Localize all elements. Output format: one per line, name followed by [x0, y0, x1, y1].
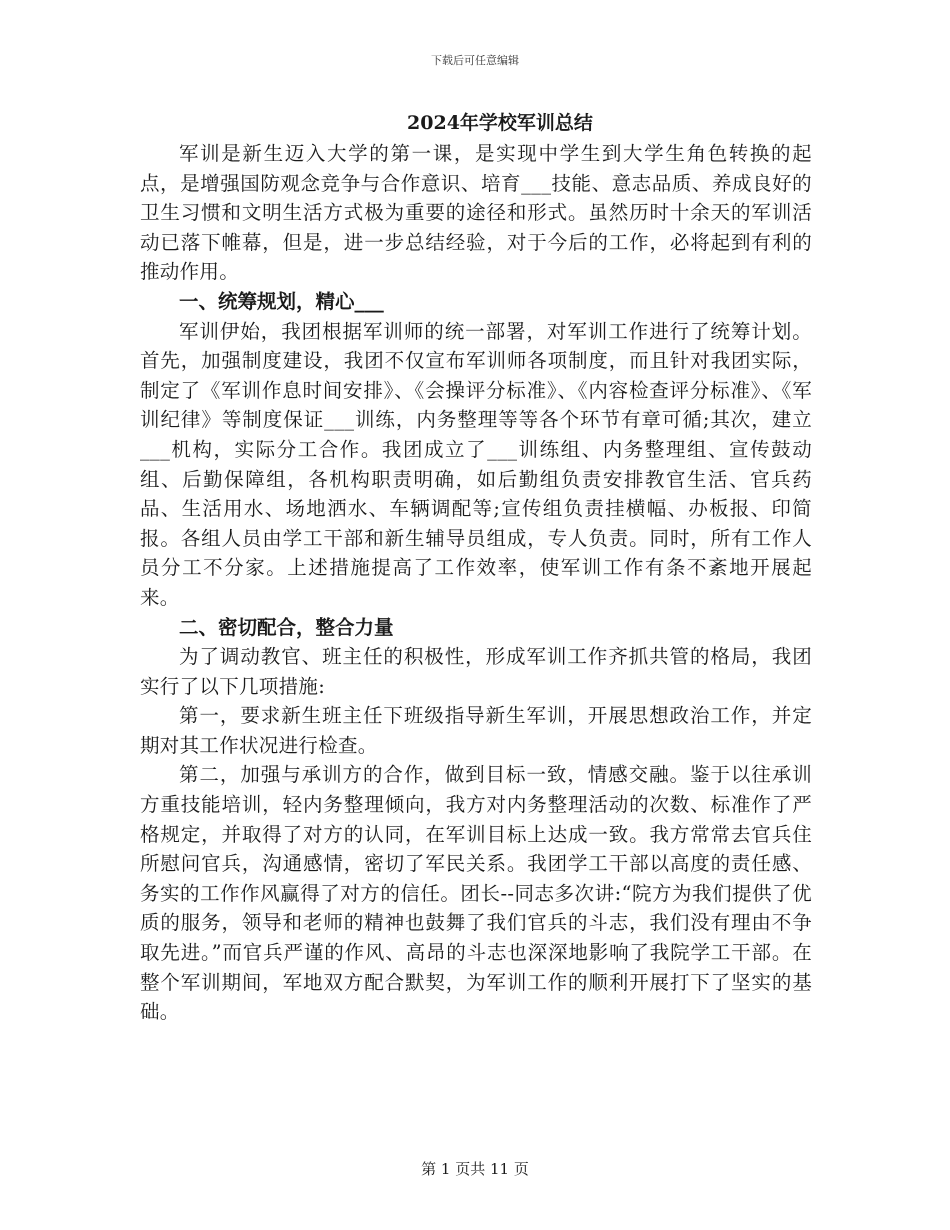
document-title: 2024年学校军训总结 — [407, 112, 593, 134]
paragraph-measure-2: 第二，加强与承训方的合作，做到目标一致，情感交融。鉴于以往承训方重技能培训，轻内务整理倾向，我方对内务整理活动的次数、标准作了严格规定，并取得了对方的认同，在军训目标上达成一致。我方常常去官兵住所慰问官兵，沟通感情，密切了军民关系。我团学工干部以高度的责任感、务实的工作作风赢得了对方的信任。团长--同志多次讲:“院方为我们提供了优质的服务，领导和老师的精神也鼓舞了我们官兵的斗志，我们没有理由不争取先进。”而官兵严谨的作风、高昂的斗志也深深地影响了我院学工干部。在整个军训期间，军地双方配合默契，为军训工作的顺利开展打下了坚实的基础。 — [140, 763, 812, 1024]
document-body — [140, 108, 812, 1027]
paragraph-section-1: 军训伊始，我团根据军训师的统一部署，对军训工作进行了统筹计划。首先，加强制度建设，我团不仅宣布军训师各项制度，而且针对我团实际，制定了《军训作息时间安排》、《会操评分标准》、《内容检查评分标准》、《军训纪律》等制度保证___训练，内务整理等等各个环节有章可循;其次，建立___机构，实际分工合作。我团成立了___训练组、内务整理组、宣传鼓动组、后勤保障组，各机构职责明确，如后勤组负责安排教官生活、官兵药品、生活用水、场地洒水、车辆调配等;宣传组负责挂横幅、办板报、印简报。各组人员由学工干部和新生辅导员组成，专人负责。同时，所有工作人员分工不分家。上述措施提高了工作效率，使军训工作有条不紊地开展起来。 — [140, 319, 812, 609]
page-number: 第 1 页共 11 页 — [421, 1160, 529, 1178]
paragraph-measure-1: 第一，要求新生班主任下班级指导新生军训，开展思想政治工作，并定期对其工作状况进行检查。 — [140, 704, 812, 757]
section-heading-1: 一、统筹规划，精心___ — [179, 289, 384, 313]
section-heading-2: 二、密切配合，整合力量 — [179, 615, 394, 639]
paragraph-measures-intro: 为了调动教官、班主任的积极性，形成军训工作齐抓共管的格局，我团实行了以下几项措施: — [140, 645, 812, 698]
page-header-note: 下载后可任意编辑 — [431, 54, 519, 67]
paragraph-intro: 军训是新生迈入大学的第一课，是实现中学生到大学生角色转换的起点，是增强国防观念竞争与合作意识、培育___技能、意志品质、养成良好的卫生习惯和文明生活方式极为重要的途径和形式。虽然历时十余天的军训活动已落下帷幕，但是，进一步总结经验，对于今后的工作，必将起到有利的推动作用。 — [140, 142, 812, 284]
